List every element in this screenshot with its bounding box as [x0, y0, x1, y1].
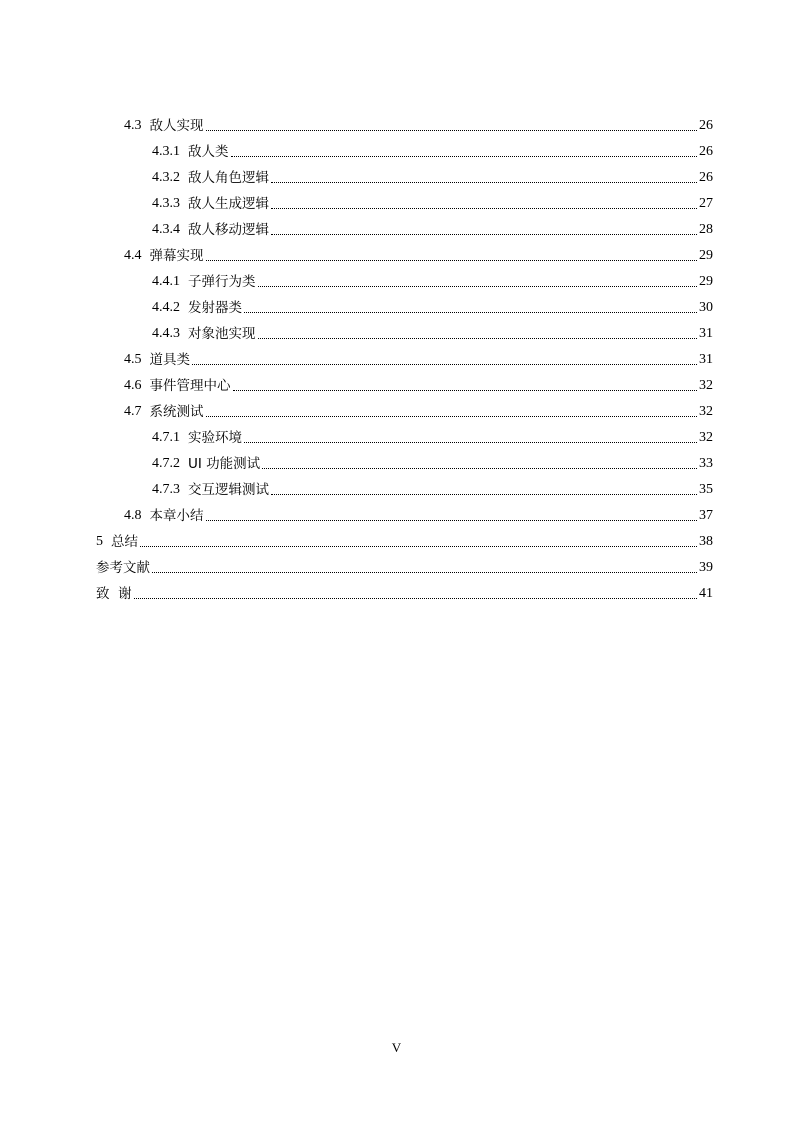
- page-number: V: [391, 1040, 402, 1055]
- toc-entry-title: 弹幕实现: [149, 248, 204, 264]
- toc-entry-page: 35: [699, 482, 713, 497]
- toc-entry-number: 4.7: [124, 404, 142, 419]
- toc-entry-number: 4.3: [124, 118, 142, 133]
- toc-dot-leader: [271, 493, 697, 495]
- toc-dot-leader: [233, 389, 698, 391]
- toc-entry-number: 4.7.3: [152, 482, 180, 497]
- toc-dot-leader: [206, 259, 698, 261]
- toc-dot-leader: [244, 311, 697, 313]
- toc-entry-title: 参考文献: [96, 560, 150, 576]
- toc-entry[interactable]: [0, 425, 793, 451]
- toc-entry-title: 交互逻辑测试: [188, 482, 269, 498]
- toc-entry-number: 4.4: [124, 248, 142, 263]
- toc-entry-number: 4.3.3: [152, 196, 180, 211]
- toc-entry[interactable]: [0, 503, 793, 529]
- toc-entry-title: UI 功能测试: [188, 456, 261, 472]
- toc-dot-leader: [206, 129, 698, 131]
- toc-dot-leader: [152, 571, 697, 573]
- toc-entry-number: 4.7.1: [152, 430, 180, 445]
- toc-entry-number: 4.8: [124, 508, 142, 523]
- toc-dot-leader: [134, 597, 697, 599]
- toc-entry-page: 29: [699, 274, 713, 289]
- toc-dot-leader: [244, 441, 697, 443]
- toc-entry[interactable]: [0, 399, 793, 425]
- toc-entry-page: 26: [699, 118, 713, 133]
- toc-dot-leader: [262, 467, 697, 469]
- table-of-contents: [0, 113, 793, 607]
- toc-entry-page: 31: [699, 352, 713, 367]
- toc-dot-leader: [231, 155, 698, 157]
- toc-entry[interactable]: [0, 165, 793, 191]
- toc-entry-title: 发射器类: [188, 300, 242, 316]
- toc-entry[interactable]: [0, 321, 793, 347]
- toc-entry-title: 本章小结: [149, 508, 204, 524]
- toc-entry-page: 29: [699, 248, 713, 263]
- toc-entry-title: 事件管理中心: [149, 378, 231, 394]
- toc-entry-page: 30: [699, 300, 713, 315]
- toc-entry-page: 39: [699, 560, 713, 575]
- toc-entry[interactable]: [0, 269, 793, 295]
- toc-entry[interactable]: [0, 139, 793, 165]
- toc-entry[interactable]: [0, 373, 793, 399]
- toc-dot-leader: [206, 415, 698, 417]
- toc-entry[interactable]: [0, 477, 793, 503]
- toc-entry-title: 道具类: [149, 352, 190, 368]
- toc-entry[interactable]: [0, 529, 793, 555]
- toc-entry-number: 4.6: [124, 378, 142, 393]
- toc-entry-page: 26: [699, 170, 713, 185]
- toc-entry-number: 4.4.2: [152, 300, 180, 315]
- toc-entry-title: 敌人移动逻辑: [188, 222, 269, 238]
- toc-entry[interactable]: [0, 451, 793, 477]
- toc-entry-number: 4.7.2: [152, 456, 180, 471]
- toc-entry-page: 33: [699, 456, 713, 471]
- toc-entry-title: 敌人类: [188, 144, 229, 160]
- toc-entry-number: 4.4.1: [152, 274, 180, 289]
- toc-entry-page: 37: [699, 508, 713, 523]
- toc-dot-leader: [271, 233, 697, 235]
- toc-entry[interactable]: [0, 295, 793, 321]
- toc-entry-page: 26: [699, 144, 713, 159]
- toc-dot-leader: [271, 207, 697, 209]
- toc-dot-leader: [271, 181, 697, 183]
- toc-entry-title: 致 谢: [96, 586, 132, 602]
- toc-entry[interactable]: [0, 555, 793, 581]
- toc-entry[interactable]: [0, 217, 793, 243]
- toc-entry-number: 4.3.1: [152, 144, 180, 159]
- toc-entry-page: 41: [699, 586, 713, 601]
- toc-entry-title: 对象池实现: [188, 326, 256, 342]
- toc-entry-title: 子弹行为类: [188, 274, 256, 290]
- toc-entry-title: 实验环境: [188, 430, 242, 446]
- toc-entry[interactable]: [0, 191, 793, 217]
- toc-dot-leader: [258, 285, 698, 287]
- toc-entry-number: 5: [96, 534, 103, 549]
- toc-entry[interactable]: [0, 113, 793, 139]
- toc-dot-leader: [206, 519, 698, 521]
- toc-entry-number: 4.3.4: [152, 222, 180, 237]
- toc-entry-title: 总结: [111, 534, 138, 550]
- toc-entry-title: 敌人生成逻辑: [188, 196, 269, 212]
- toc-entry-number: 4.3.2: [152, 170, 180, 185]
- toc-dot-leader: [140, 545, 697, 547]
- toc-entry[interactable]: [0, 243, 793, 269]
- toc-entry[interactable]: [0, 347, 793, 373]
- toc-entry-page: 27: [699, 196, 713, 211]
- toc-entry-number: 4.5: [124, 352, 142, 367]
- toc-entry-title: 系统测试: [149, 404, 204, 420]
- toc-entry-page: 38: [699, 534, 713, 549]
- toc-entry-number: 4.4.3: [152, 326, 180, 341]
- toc-entry-page: 32: [699, 404, 713, 419]
- toc-entry-page: 31: [699, 326, 713, 341]
- toc-entry-title: 敌人角色逻辑: [188, 170, 269, 186]
- toc-entry-page: 32: [699, 378, 713, 393]
- toc-dot-leader: [192, 363, 697, 365]
- toc-entry-title: 敌人实现: [149, 118, 204, 134]
- toc-entry-page: 32: [699, 430, 713, 445]
- toc-dot-leader: [258, 337, 698, 339]
- toc-entry[interactable]: [0, 581, 793, 607]
- toc-entry-page: 28: [699, 222, 713, 237]
